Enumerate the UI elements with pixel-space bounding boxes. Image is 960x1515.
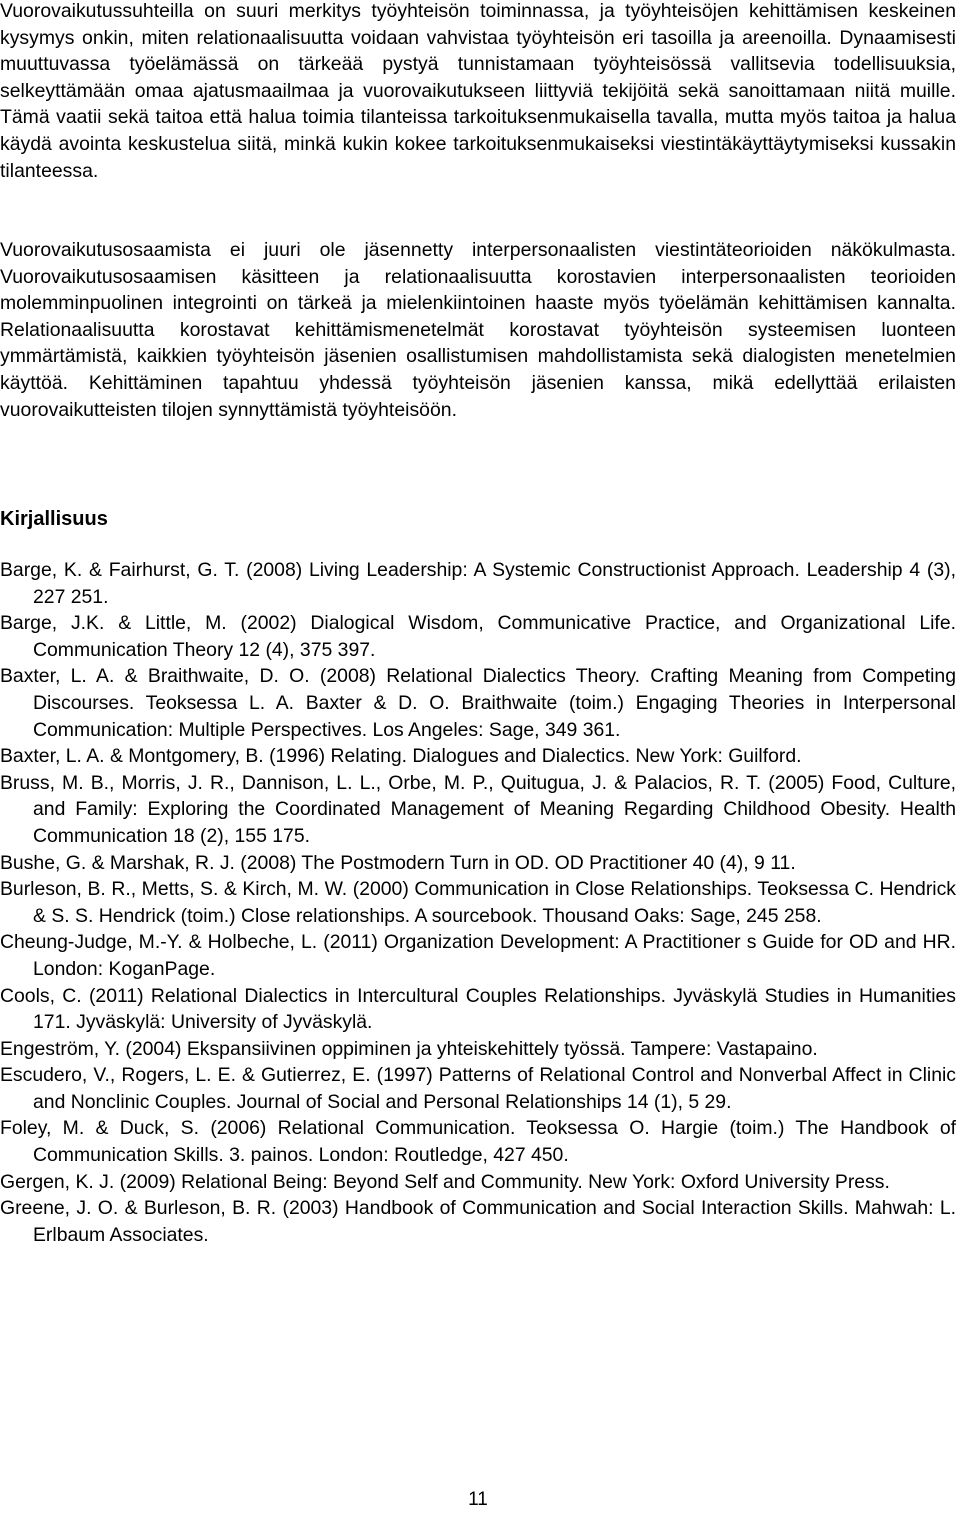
reference-item: Foley, M. & Duck, S. (2006) Relational Communication. Teoksessa O. Hargie (toim.) The Handbook of Communication Skills. 3. painos. London: Routledge, 427 450. [0,1117,956,1167]
reference-item: Cheung-Judge, M.-Y. & Holbeche, L. (2011) Organization Development: A Practitioner s Guide for OD and HR. London: KoganPage. [0,931,956,980]
reference-item: Burleson, B. R., Metts, S. & Kirch, M. W. (2000) Communication in Close Relationships. Teoksessa C. Hendrick & S. S. Hendrick (toim.) Close relationships. A sourcebook. Thousand Oaks: Sage, 245 258. [0,878,956,927]
reference-item: Engeström, Y. (2004) Ekspansiivinen oppiminen ja yhteiskehittely työssä. Tampere: Vastapaino. [0,1037,818,1060]
reference-item: Cools, C. (2011) Relational Dialectics in Intercultural Couples Relationships. Jyväskylä Studies in Humanities 171. Jyväskylä: University of Jyväskylä. [0,984,956,1034]
reference-item: Baxter, L. A. & Montgomery, B. (1996) Relating. Dialogues and Dialectics. New York: Guilford. [0,745,802,768]
reference-item: Bushe, G. & Marshak, R. J. (2008) The Postmodern Turn in OD. OD Practitioner 40 (4), 9 11. [0,851,796,874]
reference-item: Baxter, L. A. & Braithwaite, D. O. (2008) Relational Dialectics Theory. Crafting Meaning from Competing Discourses. Teoksessa L. A. Baxter & D. O. Braithwaite (toim.) Engaging Theories in Interpersonal Communication: Multiple Perspectives. Los Angeles: Sage, 349 361. [0,665,956,741]
reference-item: Escudero, V., Rogers, L. E. & Gutierrez, E. (1997) Patterns of Relational Control and Nonverbal Affect in Clinic and Nonclinic Couples. Journal of Social and Personal Relationships 14 (1), 5 29. [0,1064,956,1113]
references-heading: Kirjallisuus [0,508,108,530]
reference-item: Greene, J. O. & Burleson, B. R. (2003) Handbook of Communication and Social Interaction Skills. Mahwah: L. Erlbaum Associates. [0,1197,956,1246]
page-number: 11 [468,1489,488,1510]
reference-list [0,557,956,1248]
reference-item: Barge, J.K. & Little, M. (2002) Dialogical Wisdom, Communicative Practice, and Organizational Life. Communication Theory 12 (4), 375 397. [0,612,956,661]
reference-item: Gergen, K. J. (2009) Relational Being: Beyond Self and Community. New York: Oxford University Press. [0,1170,890,1193]
body-paragraph: Vuorovaikutusosaamista ei juuri ole jäsennetty interpersonaalisten viestintäteorioiden näkökulmasta. Vuorovaikutusosaamisen käsitteen ja relationaalisuutta korostavien interpersonaalisten teorioiden molemminpuolinen integrointi on tärkeä ja mielenkiintoinen haaste myös työelämän kehittämisen kannalta. Relationaalisuutta korostavat kehittämismenetelmät korostavat työyhteisön systeemisen luonteen ymmärtämistä, kaikkien työyhteisön jäsenien osallistumisen mahdollistamista sekä dialogisten menetelmien käyttöä. Kehittäminen tapahtuu yhdessä työyhteisön jäsenien kanssa, mikä edellyttää erilaisten vuorovaikutteisten tilojen synnyttämistä työyhteisöön. [0,239,956,421]
reference-item: Barge, K. & Fairhurst, G. T. (2008) Living Leadership: A Systemic Constructionist Approach. Leadership 4 (3), 227 251. [0,559,956,608]
reference-item: Bruss, M. B., Morris, J. R., Dannison, L. L., Orbe, M. P., Quitugua, J. & Palacios, R. T. (2005) Food, Culture, and Family: Exploring the Coordinated Management of Meaning Regarding Childhood Obesity. Health Communication 18 (2), 155 175. [0,771,956,847]
body-paragraph: Vuorovaikutussuhteilla on suuri merkitys työyhteisön toiminnassa, ja työyhteisöjen kehittämisen keskeinen kysymys onkin, miten relationaalisuutta voidaan vahvistaa työyhteisön eri tasoilla ja areenoilla. Dynaamisesti muuttuvassa työelämässä on tärkeää pystyä tunnistamaan työyhteisössä vallitsevia todellisuuksia, selkeyttämään omaa ajatusmaailmaa ja vuorovaikutukseen liittyviä tekijöitä sekä sanoittamaan niitä muille. Tämä vaatii sekä taitoa että halua toimia tilanteissa tarkoituksenmukaisella tavalla, mutta myös taitoa ja halua käydä avointa keskustelua siitä, minkä kukin kokee tarkoituksenmukaiseksi viestintäkäyttäytymiseksi kussakin tilanteessa. [0,0,956,182]
